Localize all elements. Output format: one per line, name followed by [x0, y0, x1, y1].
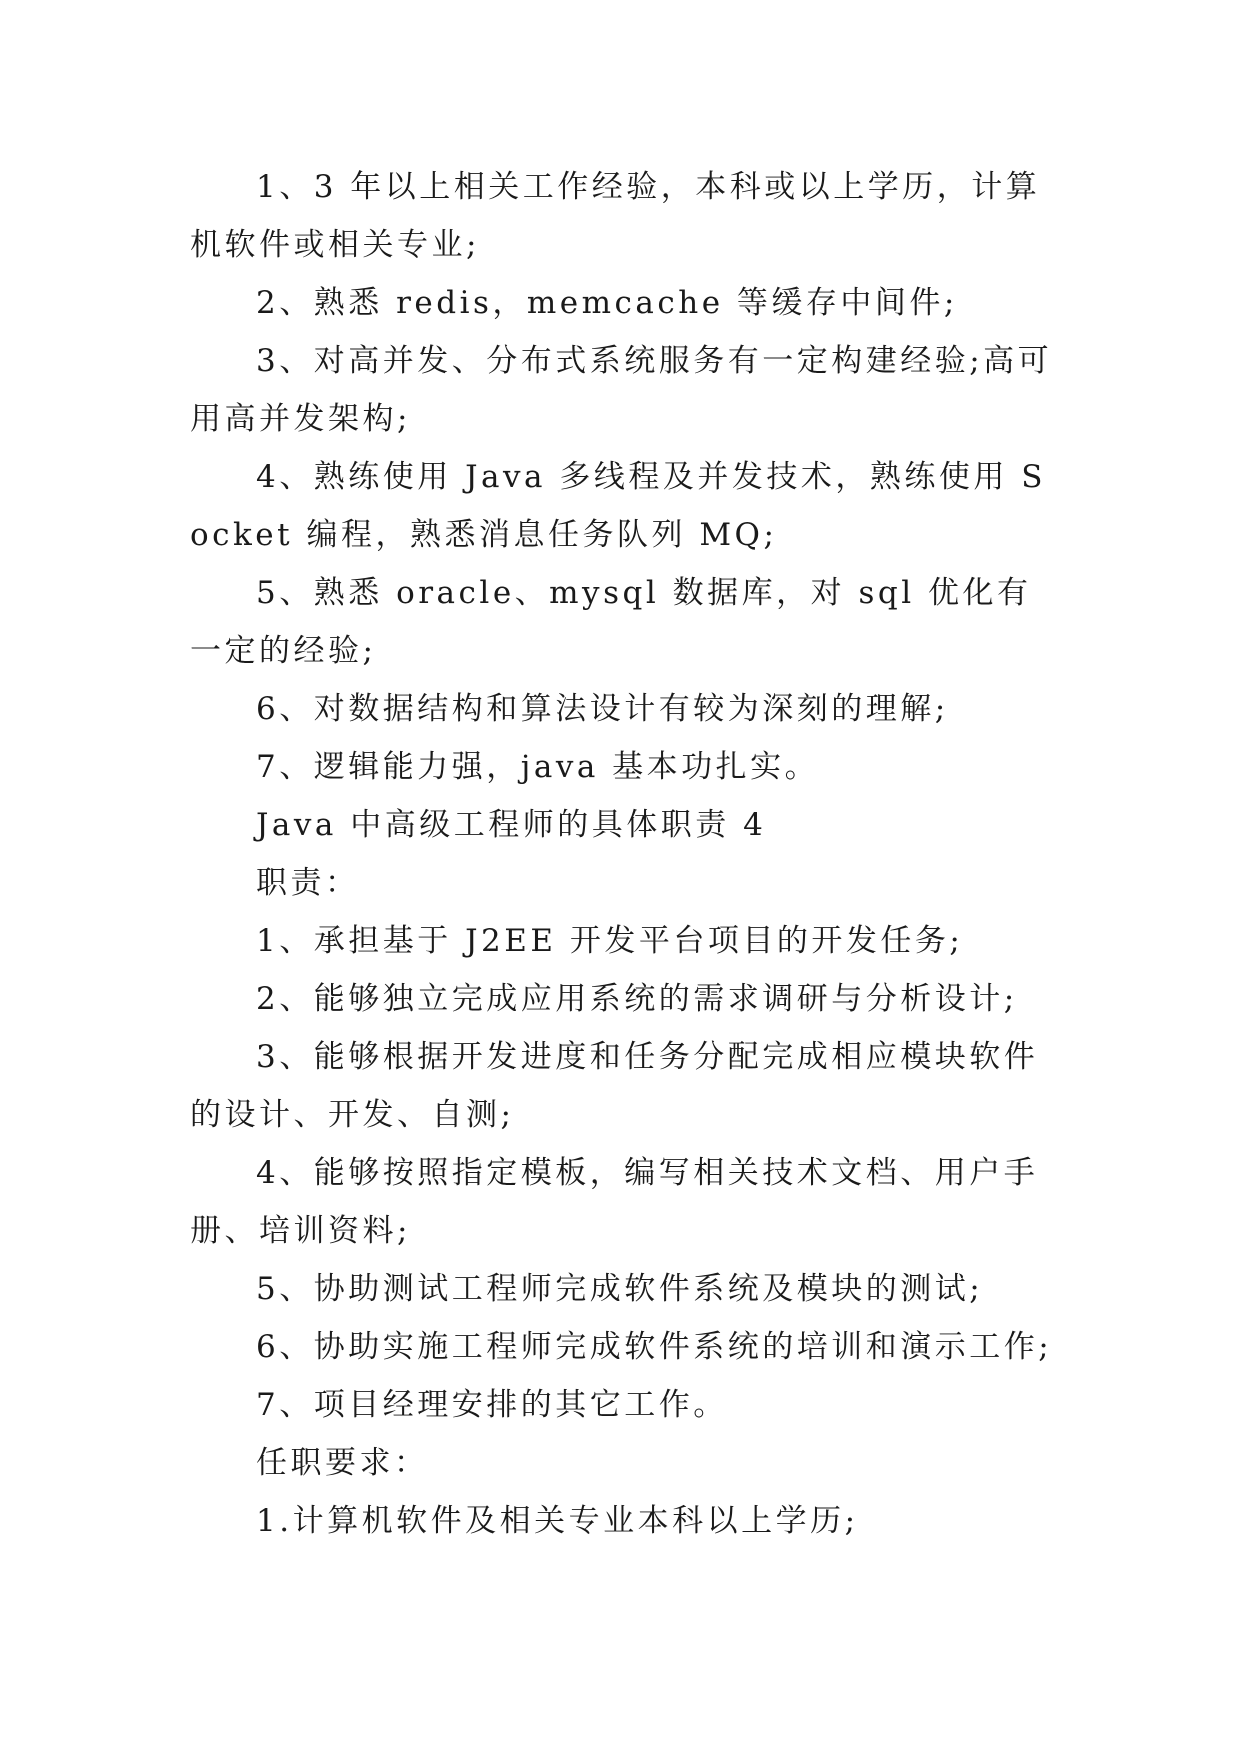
duty-item-7: 7、项目经理安排的其它工作。 [256, 1387, 728, 1423]
requirement-item-7: 7、逻辑能力强，java 基本功扎实。 [256, 749, 820, 785]
duty-item-4: 4、能够按照指定模板，编写相关技术文档、用户手册、培训资料; [190, 1155, 1039, 1249]
duty-item-5: 5、协助测试工程师完成软件系统及模块的测试; [256, 1271, 984, 1307]
requirement-item-6: 6、对数据结构和算法设计有较为深刻的理解; [256, 691, 949, 727]
requirement-item-2: 2、熟悉 redis，memcache 等缓存中间件; [256, 285, 958, 321]
document-body [190, 158, 1060, 1550]
duty-item-1: 1、承担基于 J2EE 开发平台项目的开发任务; [256, 923, 964, 959]
requirement-item-3: 3、对高并发、分布式系统服务有一定构建经验;高可用高并发架构; [190, 343, 1053, 437]
duty-item-3: 3、能够根据开发进度和任务分配完成相应模块软件的设计、开发、自测; [190, 1039, 1039, 1133]
duty-item-2: 2、能够独立完成应用系统的需求调研与分析设计; [256, 981, 1018, 1017]
requirement-item-4: 4、熟练使用 Java 多线程及并发技术，熟练使用 Socket 编程，熟悉消息任务队列 MQ; [190, 459, 1046, 553]
qualification-item-1: 1.计算机软件及相关专业本科以上学历; [256, 1503, 859, 1539]
requirement-item-1: 1、3 年以上相关工作经验，本科或以上学历，计算机软件或相关专业; [190, 169, 1041, 263]
requirements-label: 任职要求： [256, 1445, 429, 1481]
duties-label: 职责： [256, 865, 360, 901]
duty-item-6: 6、协助实施工程师完成软件系统的培训和演示工作; [256, 1329, 1053, 1365]
requirement-item-5: 5、熟悉 oracle、mysql 数据库，对 sql 优化有一定的经验; [190, 575, 1032, 669]
section-heading: Java 中高级工程师的具体职责 4 [256, 807, 767, 843]
